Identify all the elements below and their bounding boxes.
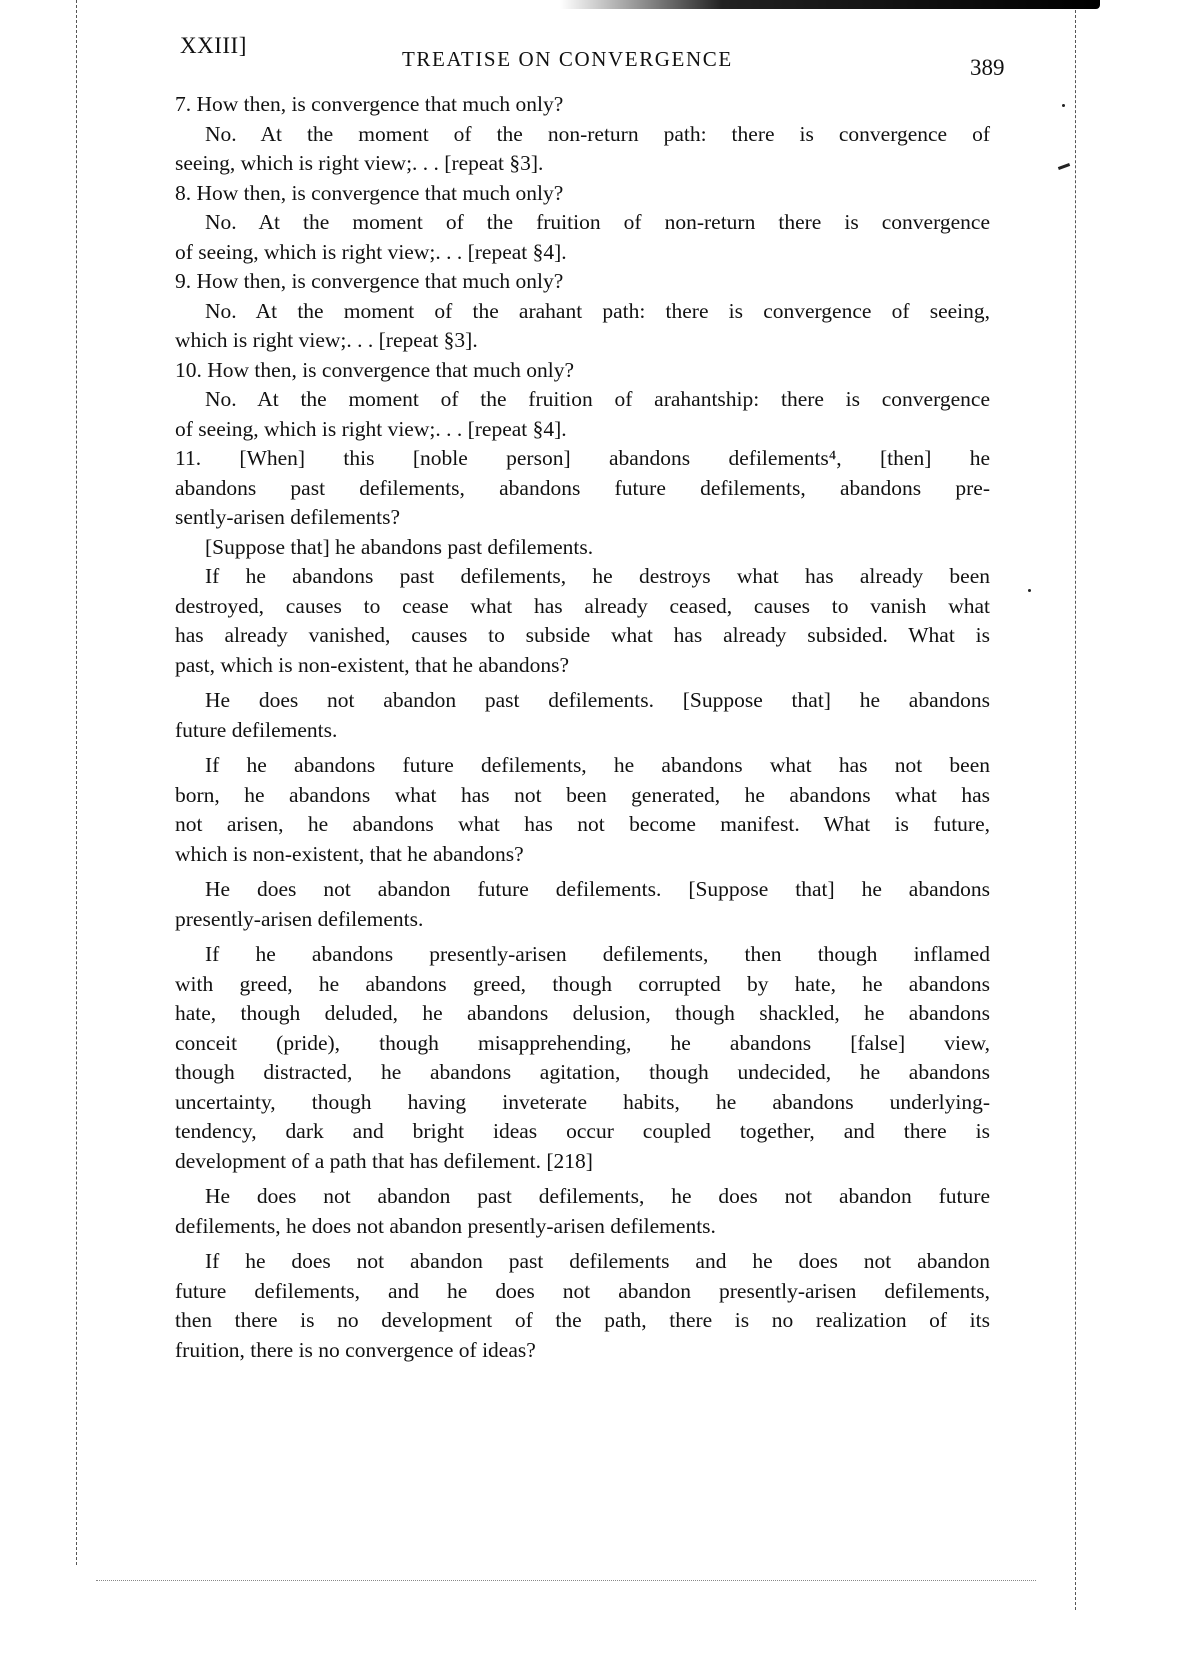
text-line: He does not abandon future defilements. [Suppose that] he abandons <box>205 877 990 901</box>
text-line: He does not abandon past defilements, he does not abandon future <box>205 1184 990 1208</box>
paragraph-p9-a <box>175 297 990 356</box>
paragraph-p7-q <box>175 90 990 120</box>
text-line: defilements, he does not abandon presently-arisen defilements. <box>175 1213 716 1238</box>
text-line: though distracted, he abandons agitation, though undecided, he abandons <box>175 1060 990 1084</box>
text-line: born, he abandons what has not been generated, he abandons what has <box>175 782 990 807</box>
text-line: presently-arisen defilements. <box>175 906 424 931</box>
text-line: of seeing, which is right view;. . . [repeat §4]. <box>175 239 567 264</box>
page-edge-bottom <box>96 1580 1036 1581</box>
text-line: which is non-existent, that he abandons? <box>175 841 524 866</box>
text-line: If he abandons past defilements, he destroys what has already been <box>205 564 990 588</box>
scan-edge-shadow <box>560 0 1100 9</box>
text-line: of seeing, which is right view;. . . [repeat §4]. <box>175 416 567 441</box>
paragraph-p10-q <box>175 356 990 386</box>
paragraph-p9-q <box>175 267 990 297</box>
paragraph-p11-not-past <box>175 686 990 745</box>
text-line: If he abandons presently-arisen defilements, then though inflamed <box>205 942 990 966</box>
text-line: 7. How then, is convergence that much only? <box>175 92 564 116</box>
text-line: 9. How then, is convergence that much only? <box>175 269 564 293</box>
text-line: not arisen, he abandons what has not become manifest. What is future, <box>175 812 990 836</box>
text-line: tendency, dark and bright ideas occur coupled together, and there is <box>175 1119 990 1143</box>
paragraph-p11-conclusion <box>175 1247 990 1365</box>
text-line: uncertainty, though having inveterate habits, he abandons underlying- <box>175 1089 990 1114</box>
paragraph-p11-if-future <box>175 751 990 869</box>
scan-speck <box>1062 104 1065 107</box>
text-line: 11. [When] this [noble person] abandons defilements⁴, [then] he <box>175 446 990 470</box>
text-line: future defilements, and he does not abandon presently-arisen defilements, <box>175 1278 990 1303</box>
paragraph-p8-a <box>175 208 990 267</box>
text-line: then there is no development of the path, there is no realization of its <box>175 1308 990 1332</box>
text-line: hate, though deluded, he abandons delusion, though shackled, he abandons <box>175 1001 990 1025</box>
paragraph-p8-q <box>175 179 990 209</box>
text-line: conceit (pride), though misapprehending, he abandons [false] view, <box>175 1030 990 1055</box>
text-line: abandons past defilements, abandons future defilements, abandons pre- <box>175 475 990 500</box>
paragraph-p11-not-future <box>175 875 990 934</box>
paragraph-p11-if-present <box>175 940 990 1176</box>
page-title: TREATISE ON CONVERGENCE <box>402 47 733 71</box>
text-line: destroyed, causes to cease what has already ceased, causes to vanish what <box>175 593 990 618</box>
text-line: If he abandons future defilements, he abandons what has not been <box>205 753 990 777</box>
paragraph-p7-a <box>175 120 990 179</box>
text-line: with greed, he abandons greed, though corrupted by hate, he abandons <box>175 971 990 996</box>
page-number: 389 <box>970 55 1005 80</box>
text-line: If he does not abandon past defilements and he does not abandon <box>205 1249 990 1273</box>
paragraph-p11 <box>175 444 990 533</box>
text-line: No. At the moment of the arahant path: there is convergence of seeing, <box>205 298 990 323</box>
text-line: [Suppose that] he abandons past defilements. <box>205 534 594 559</box>
chapter-marker: XXIII] <box>180 33 247 58</box>
text-line: development of a path that has defilement. [218] <box>175 1148 593 1173</box>
text-line: past, which is non-existent, that he abandons? <box>175 652 570 677</box>
text-line: sently-arisen defilements? <box>175 505 401 529</box>
text-line: No. At the moment of the non-return path: there is convergence of <box>205 121 990 146</box>
text-line: He does not abandon past defilements. [Suppose that] he abandons <box>205 688 990 712</box>
paragraph-p11-suppose-past <box>175 533 990 563</box>
text-line: 10. How then, is convergence that much only? <box>175 357 575 382</box>
text-line: seeing, which is right view;. . . [repeat §3]. <box>175 151 544 175</box>
scan-speck <box>1058 163 1070 170</box>
text-line: fruition, there is no convergence of ideas? <box>175 1337 536 1362</box>
page-edge-left <box>76 0 77 1565</box>
scan-speck <box>1028 589 1031 592</box>
page-edge-right <box>1075 10 1076 1610</box>
running-head <box>180 33 1010 80</box>
paragraph-gap <box>175 1365 990 1371</box>
paragraph-p11-if-past <box>175 562 990 680</box>
body-text <box>175 90 990 1371</box>
text-line: has already vanished, causes to subside what has already subsided. What is <box>175 623 990 647</box>
text-line: 8. How then, is convergence that much only? <box>175 180 564 205</box>
paragraph-p10-a <box>175 385 990 444</box>
text-line: No. At the moment of the fruition of non-return there is convergence <box>205 210 990 234</box>
text-line: which is right view;. . . [repeat §3]. <box>175 328 478 352</box>
text-line: future defilements. <box>175 717 338 742</box>
text-line: No. At the moment of the fruition of arahantship: there is convergence <box>205 387 990 411</box>
paragraph-p11-not-any <box>175 1182 990 1241</box>
